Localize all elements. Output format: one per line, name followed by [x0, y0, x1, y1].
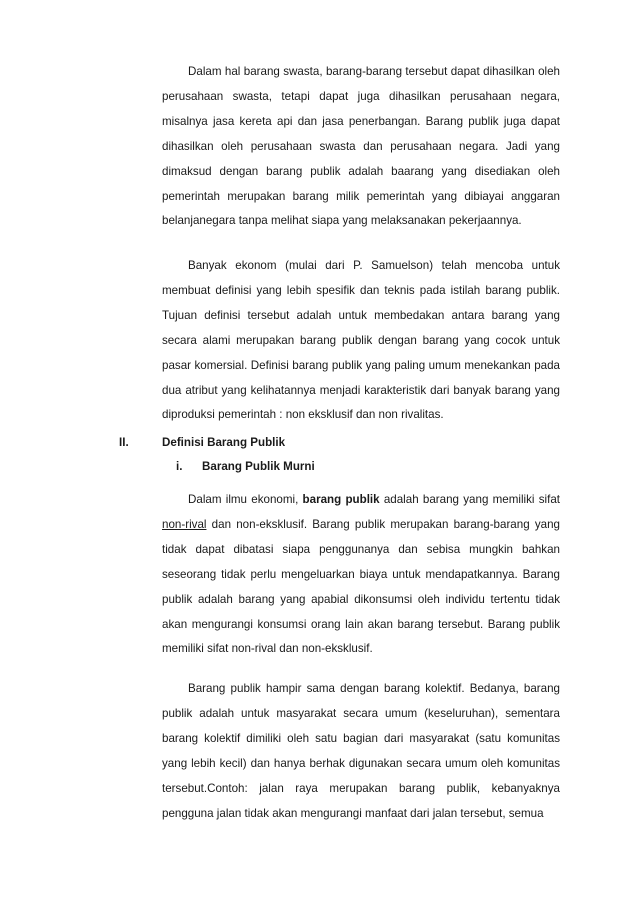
section-title: Definisi Barang Publik — [162, 436, 286, 449]
p3-text-3: adalah barang yang memiliki sifat — [379, 493, 561, 506]
paragraph-definisi-ekonom: Banyak ekonom (mulai dari P. Samuelson) telah mencoba untuk membuat definisi yang lebih spesifik dan teknis pada istilah barang publik. Tujuan definisi tersebut adalah untuk membedakan antara barang yang secara alami merupakan barang publik dengan barang yang cocok untuk pasar komersial. Definisi barang publik yang paling umum menekankan pada dua atribut yang kelihatannya menjadi karakteristik dari banyak barang yang diproduksi pemerintah : non eksklusif dan non rivalitas. — [162, 259, 560, 422]
p3-text-1: Dalam ilmu ekonomi, — [188, 493, 303, 506]
paragraph-barang-swasta: Dalam hal barang swasta, barang-barang tersebut dapat dihasilkan oleh perusahaan swasta, tetapi dapat juga dihasilkan perusahaan negara, misalnya jasa kereta api dan jasa penerbangan. Barang publik juga dapat dihasilkan oleh perusahaan swasta dan perusahaan negara. Jadi yang dimaksud dengan barang publik adalah baarang yang disediakan oleh pemerintah merupakan barang milik pemerintah yang dibiayai anggaran belanjanegara tanpa melihat siapa yang melaksanakan pekerjaannya. — [162, 65, 560, 228]
p3-text-5: dan non-eksklusif. Barang publik merupakan barang-barang yang tidak dapat dibatasi siapa penggunanya dan sebisa mungkin bahkan seseorang tidak perlu mengeluarkan biaya untuk mendapatkannya. Barang publik adalah barang yang apabial dikonsumsi oleh individu tertentu tidak akan mengurangi konsumsi orang lain akan barang tersebut. Barang publik memiliki sifat non-rival dan non-eksklusif. — [162, 517, 560, 656]
link-non-rival[interactable]: non-rival — [162, 517, 207, 531]
paragraph-barang-publik-murni — [162, 488, 560, 662]
subsection-title: Barang Publik Murni — [202, 460, 315, 473]
section-number: II. — [119, 436, 129, 449]
term-barang-publik: barang publik — [302, 493, 380, 506]
paragraph-barang-kolektif: Barang publik hampir sama dengan barang kolektif. Bedanya, barang publik adalah untuk masyarakat secara umum (keseluruhan), sementara barang kolektif dimiliki oleh satu bagian dari masyarakat (satu komunitas yang lebih kecil) dan hanya berhak digunakan secara umum oleh komunitas tersebut.Contoh: jalan raya merupakan barang publik, kebanyaknya pengguna jalan tidak akan mengurangi manfaat dari jalan tersebut, semua — [162, 682, 560, 820]
subsection-number: i. — [176, 460, 183, 473]
